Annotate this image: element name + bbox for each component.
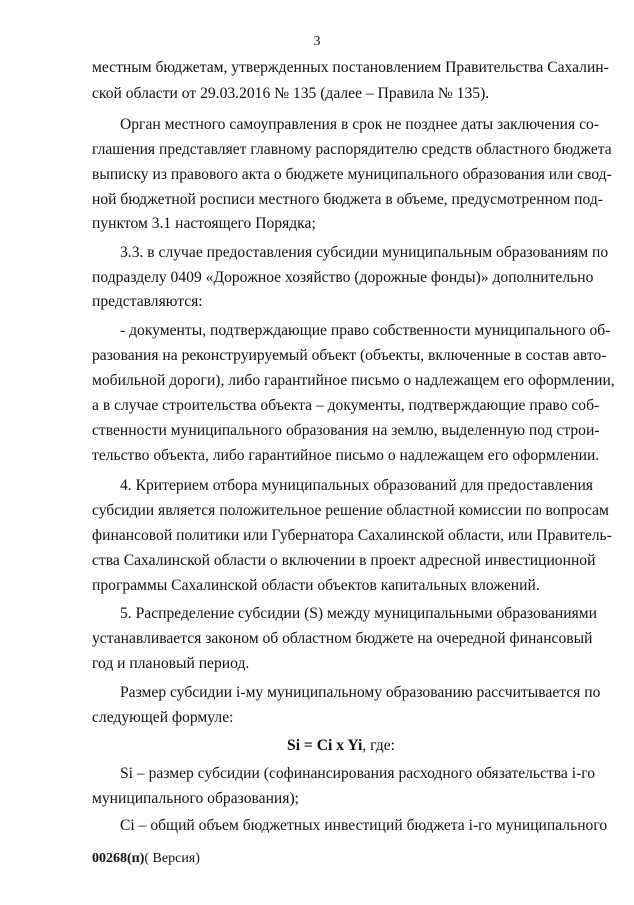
text-line: Ci – общий объем бюджетных инвестиций бюджета i-го муниципального [120, 817, 608, 834]
text-line: - документы, подтверждающие право собственности муниципального об- [120, 322, 611, 339]
text-line: глашения представляет главному распорядителю средств областного бюджета [92, 141, 612, 158]
text-line: 3.3. в случае предоставления субсидии муниципальным образованиям по [120, 244, 609, 261]
footer-code-number: 00268(п) [92, 851, 145, 866]
text-line: тельство объекта, либо гарантийное письмо о надлежащем его оформлении. [92, 447, 600, 464]
page-number: 3 [313, 34, 321, 49]
text-line: пунктом 3.1 настоящего Порядка; [92, 215, 316, 232]
text-line: мобильной дороги), либо гарантийное письмо о надлежащем его оформлении, [92, 372, 615, 389]
text-line: 5. Распределение субсидии (S) между муниципальными образованиями [120, 605, 597, 622]
text-line: финансовой политики или Губернатора Сахалинской области, или Правитель- [92, 527, 612, 544]
formula-suffix: , где: [362, 737, 395, 754]
text-line: Si – размер субсидии (софинансирования расходного обязательства i-го [120, 765, 596, 782]
formula [92, 736, 590, 756]
text-line: муниципального образования); [92, 790, 299, 807]
text-line: выписку из правового акта о бюджете муниципального образования или свод- [92, 166, 612, 183]
text-line: а в случае строительства объекта – документы, подтверждающие право соб- [92, 397, 600, 414]
text-line: разования на реконструируемый объект (объекты, включенные в состав авто- [92, 347, 607, 364]
text-line: субсидии является положительное решение областной комиссии по вопросам [92, 502, 609, 519]
text-line: ной бюджетной росписи местного бюджета в объеме, предусмотренном под- [92, 191, 603, 208]
text-line: местным бюджетам, утвержденных постановлением Правительства Сахалин- [92, 59, 609, 76]
text-line: представляются: [92, 293, 203, 310]
footer-version: ( Версия) [144, 851, 200, 866]
text-line: подразделу 0409 «Дорожное хозяйство (дорожные фонды)» дополнительно [92, 269, 594, 286]
text-line: программы Сахалинской области объектов капитальных вложений. [92, 577, 540, 594]
text-line: ства Сахалинской области о включении в проект адресной инвестиционной [92, 552, 596, 569]
text-line: год и плановый период. [92, 655, 250, 672]
formula-expression: Si = Ci x Yi [287, 737, 363, 754]
text-line: следующей формуле: [92, 709, 234, 726]
text-line: Размер субсидии i-му муниципальному образованию рассчитывается по [120, 684, 601, 701]
text-line: ской области от 29.03.2016 № 135 (далее – Правила № 135). [92, 85, 490, 102]
text-line: Орган местного самоуправления в срок не позднее даты заключения со- [120, 116, 599, 133]
text-line: устанавливается законом об областном бюджете на очередной финансовый [92, 630, 593, 647]
footer-code [92, 851, 200, 867]
text-line: ственности муниципального образования на землю, выделенную под строи- [92, 422, 600, 439]
text-line: 4. Критерием отбора муниципальных образований для предоставления [120, 477, 593, 494]
